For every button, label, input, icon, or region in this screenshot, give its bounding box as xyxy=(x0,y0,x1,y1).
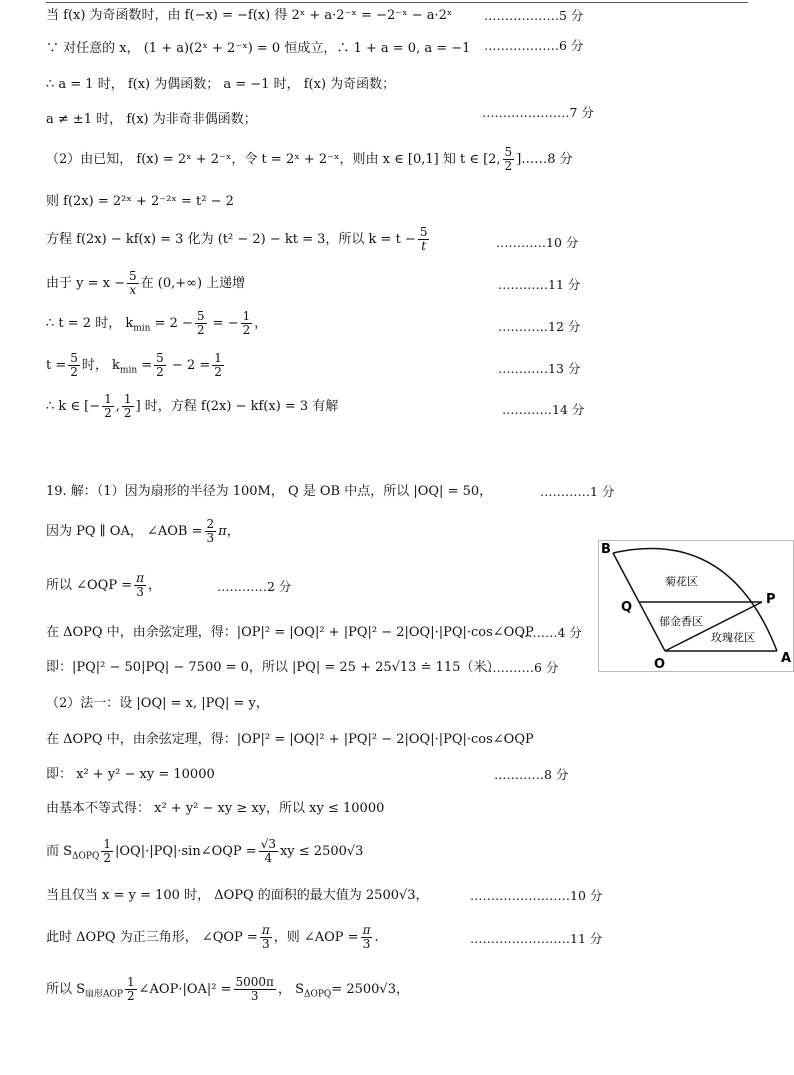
score-1: ………………5 分 xyxy=(484,8,584,23)
score-4: …………………7 分 xyxy=(482,105,594,120)
score-11: …………14 分 xyxy=(502,402,585,417)
label-o: O xyxy=(654,657,666,671)
q19-line-4: 在 ΔOPQ 中，由余弦定理，得：|OP|² = |OQ|² + |PQ|² − 2|OQ|·|PQ|·cos∠OQP xyxy=(46,625,534,640)
q19-score-1: …………1 分 xyxy=(540,484,615,499)
q19-line-9: 由基本不等式得： x² + y² − xy ≥ xy，所以 xy ≤ 10000 xyxy=(46,801,385,816)
text-line-11: ∴ k ∈ [− $\frac{1}{2}$ , $\frac{1}{2}$ ] 时，方程 f(2x) − kf(x) = 3 有解 xyxy=(46,392,339,420)
q19-line-1: 19. 解：（1）因为扇形的半径为 100M， Q 是 OB 中点，所以 |OQ| = 50， xyxy=(46,484,493,499)
q19-line-13: 所以 $S_{扇形AOP}$ $\frac{1}{2}$ ∠AOP·|OA|² = $\frac{5000\pi}{3}$ ， $S_{\Delta OPQ}= 2500√3$， xyxy=(46,975,409,1003)
text-line-4: a ≠ ±1 时， f(x) 为非奇非偶函数； xyxy=(46,112,257,127)
region-rose: 玫瑰花区 xyxy=(711,631,755,644)
label-q: Q xyxy=(621,600,633,615)
text-line-6: 则 f(2x) = 2²ˣ + 2⁻²ˣ = t² − 2 xyxy=(46,194,234,209)
score-7: …………10 分 xyxy=(496,235,579,250)
q19-score-8: …………8 分 xyxy=(494,767,569,782)
q19-line-12: 此时 ΔOPQ 为正三角形， ∠QOP = $\frac{\pi}{3}$ ，则 ∠AOP = $\frac{\pi}{3}$ . xyxy=(46,923,379,951)
region-tulip: 郁金香区 xyxy=(659,615,703,628)
q19-score-12: ……………………11 分 xyxy=(470,931,603,946)
q19-line-11: 当且仅当 x = y = 100 时， ΔOPQ 的面积的最大值为 2500√3， xyxy=(46,888,429,903)
q19-line-2: 因为 PQ ∥ OA， ∠AOB = $\frac{2}{3}$ π， xyxy=(46,517,240,545)
q19-score-5: …………6 分 xyxy=(484,660,559,675)
q19-line-7: 在 ΔOPQ 中，由余弦定理，得：|OP|² = |OQ|² + |PQ|² − 2|OQ|·|PQ|·cos∠OQP xyxy=(46,732,534,747)
q19-score-4: ………4 分 xyxy=(520,625,582,640)
text-line-8: 由于 y = x − $\frac{5}{x}$ 在 (0,+∞) 上递增 xyxy=(46,269,246,297)
text-line-3: ∴ a = 1 时， f(x) 为偶函数； a = −1 时， f(x) 为奇函数； xyxy=(46,77,396,92)
q19-line-5: 即：|PQ|² − 50|PQ| − 7500 = 0，所以 |PQ| = 25 + 25√13 ≐ 115（米） xyxy=(46,660,500,675)
text-line-5: （2）由已知， f(x) = 2ˣ + 2⁻ˣ，令 t = 2ˣ + 2⁻ˣ，则由 x ∈ [0,1] 知 t ∈ [2, $\frac{5}{2}$ ]……8 分 xyxy=(46,145,573,173)
score-2: ………………6 分 xyxy=(484,38,584,53)
sector-diagram xyxy=(598,540,794,672)
q19-line-10: 而 $S_{\Delta OPQ}$ $\frac{1}{2}$ |OQ|·|PQ|·sin∠OQP = $\frac{√3}{4}$ xy ≤ 2500√3 xyxy=(46,837,364,865)
score-8: …………11 分 xyxy=(498,277,581,292)
header-rule xyxy=(46,2,748,3)
text-line-1: 当 f(x) 为奇函数时，由 f(−x) = −f(x) 得 2ˣ + a·2⁻ˣ = −2⁻ˣ − a·2ˣ xyxy=(46,8,453,23)
score-10: …………13 分 xyxy=(498,361,581,376)
text-line-10: t = $\frac{5}{2}$ 时， $k_{min}$ = $\frac{5}{2}$ − 2 = $\frac{1}{2}$ xyxy=(46,351,222,379)
q19-line-3: 所以 ∠OQP = $\frac{\pi}{3}$ ， xyxy=(46,571,162,599)
score-9: …………12 分 xyxy=(498,319,581,334)
text-line-2: ∵ 对任意的 x， (1 + a)(2ˣ + 2⁻ˣ) = 0 恒成立，∴ 1 + a = 0, a = −1 xyxy=(46,41,471,56)
label-p: P xyxy=(766,592,776,607)
q19-line-6: （2）法一：设 |OQ| = x, |PQ| = y， xyxy=(46,696,269,711)
text-line-7: 方程 f(2x) − kf(x) = 3 化为 (t² − 2) − kt = 3，所以 k = t − $\frac{5}{t}$ xyxy=(46,225,428,253)
q19-score-11: ……………………10 分 xyxy=(470,888,603,903)
q19-score-3: …………2 分 xyxy=(217,579,292,594)
q19-line-8: 即： x² + y² − xy = 10000 xyxy=(46,767,215,782)
label-a: A xyxy=(781,651,792,666)
label-b: B xyxy=(601,542,611,557)
text-line-9: ∴ t = 2 时， $k_{min} = 2$ − $\frac{5}{2}$ = − $\frac{1}{2}$ ， xyxy=(46,309,268,337)
region-chrysanthemum: 菊花区 xyxy=(665,575,698,588)
